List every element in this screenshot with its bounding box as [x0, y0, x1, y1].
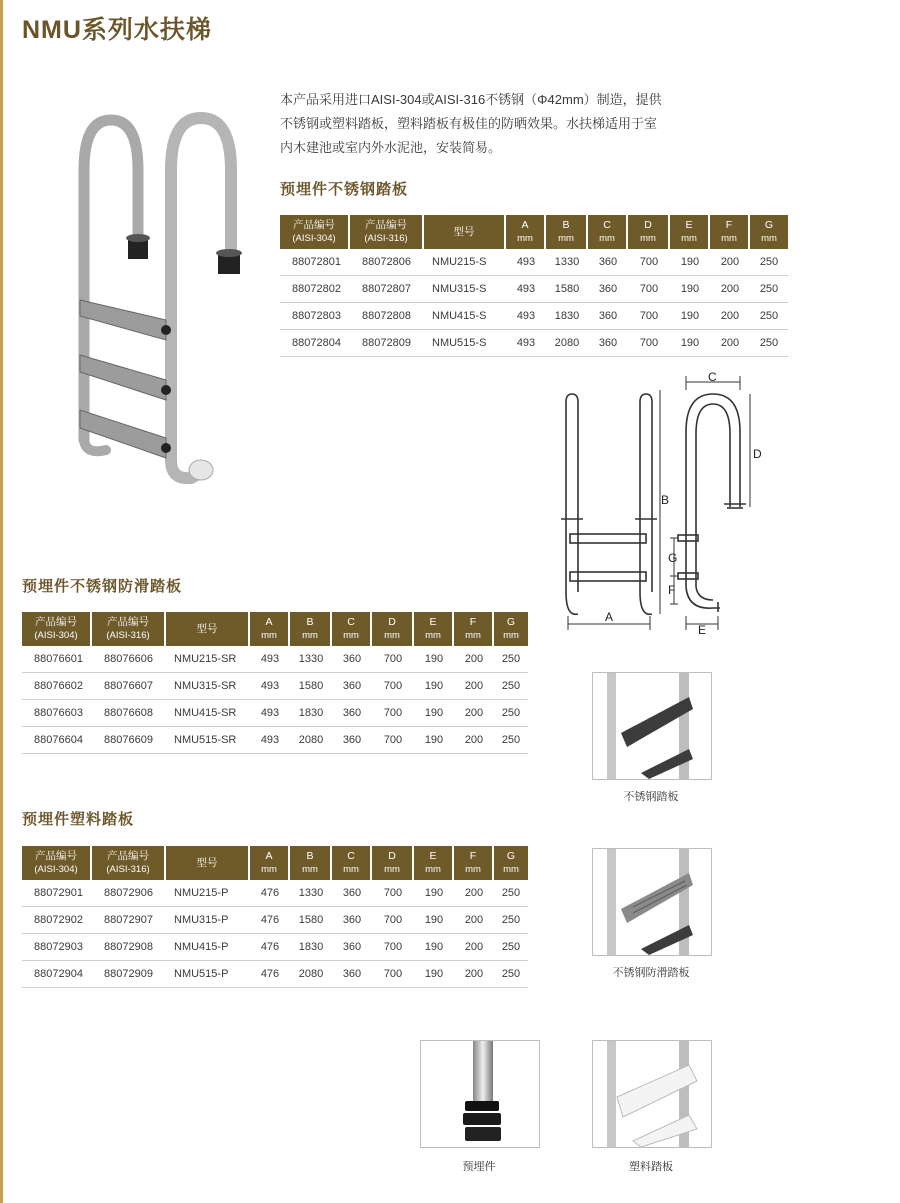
table-cell: 88072901: [22, 880, 92, 907]
table-cell: NMU415-S: [424, 303, 506, 330]
header-dim: A mm: [250, 612, 290, 646]
table-header-row: [22, 612, 528, 646]
table-cell: 88076601: [22, 646, 92, 673]
table-cell: 476: [250, 961, 290, 988]
table-cell: 88072804: [280, 330, 350, 357]
label-f: F: [668, 583, 676, 597]
table-cell: 250: [494, 673, 528, 700]
header-dim: B mm: [290, 612, 332, 646]
table-cell: 190: [414, 673, 454, 700]
label-d: D: [753, 447, 762, 461]
accent-bar: [0, 0, 3, 1203]
table-row: [22, 961, 528, 988]
header-dim: A mm: [506, 215, 546, 249]
spec-table-plastic: [22, 846, 528, 988]
section-title-antislip: 预埋件不锈钢防滑踏板: [22, 578, 183, 595]
caption-antislip-step: 不锈钢防滑踏板: [612, 967, 690, 979]
table-cell: NMU415-P: [166, 934, 250, 961]
photo-embedded-part: [420, 1040, 540, 1148]
table-cell: 360: [588, 276, 628, 303]
table-cell: 1830: [290, 934, 332, 961]
table-cell: 88072802: [280, 276, 350, 303]
table-cell: NMU515-S: [424, 330, 506, 357]
page-title: NMU系列水扶梯: [22, 16, 212, 44]
table-cell: 250: [494, 727, 528, 754]
table-cell: 200: [710, 249, 750, 276]
label-g: G: [668, 551, 678, 565]
table-body: [280, 249, 788, 357]
header-dim: F mm: [454, 612, 494, 646]
table-body: [22, 646, 528, 754]
table-cell: 476: [250, 907, 290, 934]
table-cell: 250: [750, 303, 788, 330]
header-dim: G mm: [494, 612, 528, 646]
label-a: A: [605, 610, 614, 624]
header-model: 型号: [424, 215, 506, 249]
table-row: [280, 330, 788, 357]
label-b: B: [661, 493, 670, 507]
table-cell: 200: [454, 961, 494, 988]
table-cell: 360: [332, 934, 372, 961]
table-cell: NMU315-S: [424, 276, 506, 303]
table-row: [280, 276, 788, 303]
label-c: C: [708, 372, 717, 384]
table-cell: 360: [332, 961, 372, 988]
table-row: [22, 727, 528, 754]
table-cell: 360: [332, 700, 372, 727]
table-cell: 200: [710, 303, 750, 330]
section-title-plastic: 预埋件塑料踏板: [22, 811, 135, 828]
table-cell: 190: [414, 961, 454, 988]
table-cell: 88072809: [350, 330, 424, 357]
table-row: [280, 249, 788, 276]
table-cell: 88076604: [22, 727, 92, 754]
table-body: [22, 880, 528, 988]
table-cell: 700: [628, 276, 670, 303]
caption-stainless-step: 不锈钢踏板: [623, 791, 679, 803]
table-cell: 88072904: [22, 961, 92, 988]
table-cell: 700: [628, 330, 670, 357]
table-cell: 250: [750, 330, 788, 357]
table-cell: 88076602: [22, 673, 92, 700]
table-cell: 190: [414, 907, 454, 934]
table-cell: 200: [710, 330, 750, 357]
photo-antislip-step: [592, 848, 712, 956]
table-cell: 88072909: [92, 961, 166, 988]
table-cell: 88072801: [280, 249, 350, 276]
table-cell: 700: [372, 700, 414, 727]
header-dim: C mm: [588, 215, 628, 249]
table-cell: 250: [494, 934, 528, 961]
table-cell: NMU215-SR: [166, 646, 250, 673]
table-cell: NMU215-P: [166, 880, 250, 907]
table-row: [22, 907, 528, 934]
table-cell: 200: [454, 880, 494, 907]
table-cell: 493: [506, 249, 546, 276]
photo-stainless-step: [592, 672, 712, 780]
table-cell: NMU415-SR: [166, 700, 250, 727]
table-cell: 493: [250, 700, 290, 727]
table-cell: 88072906: [92, 880, 166, 907]
table-row: [22, 880, 528, 907]
table-cell: 190: [670, 303, 710, 330]
table-cell: 200: [454, 727, 494, 754]
table-cell: 190: [414, 646, 454, 673]
table-cell: 476: [250, 880, 290, 907]
table-cell: 190: [414, 880, 454, 907]
intro-text: [280, 88, 780, 160]
table-cell: 2080: [290, 727, 332, 754]
header-dim: D mm: [372, 846, 414, 880]
intro-line: 不锈钢或塑料踏板，塑料踏板有极佳的防晒效果。水扶梯适用于室: [280, 116, 658, 131]
table-cell: 360: [332, 646, 372, 673]
table-cell: 493: [506, 303, 546, 330]
header-dim: B mm: [290, 846, 332, 880]
table-cell: 190: [670, 330, 710, 357]
header-dim: G mm: [750, 215, 788, 249]
table-cell: 200: [710, 276, 750, 303]
table-cell: 200: [454, 934, 494, 961]
table-cell: 88076603: [22, 700, 92, 727]
header-code-316: 产品编号 (AISI-316): [92, 846, 166, 880]
table-cell: 360: [588, 303, 628, 330]
header-code-316: 产品编号 (AISI-316): [350, 215, 424, 249]
table-cell: 88076608: [92, 700, 166, 727]
table-cell: 1830: [546, 303, 588, 330]
header-dim: A mm: [250, 846, 290, 880]
table-row: [22, 700, 528, 727]
table-cell: 700: [628, 303, 670, 330]
table-cell: 200: [454, 673, 494, 700]
table-cell: 88076609: [92, 727, 166, 754]
ladder-photo: [66, 110, 251, 490]
table-cell: 493: [250, 727, 290, 754]
table-cell: 190: [670, 276, 710, 303]
table-cell: 250: [494, 700, 528, 727]
dimension-drawing: [548, 372, 778, 642]
table-cell: 700: [372, 646, 414, 673]
table-cell: 2080: [546, 330, 588, 357]
table-cell: 88072806: [350, 249, 424, 276]
header-dim: G mm: [494, 846, 528, 880]
spec-table-antislip: [22, 612, 528, 754]
header-dim: C mm: [332, 846, 372, 880]
photo-plastic-step: [592, 1040, 712, 1148]
caption-plastic-step: 塑料踏板: [629, 1161, 673, 1173]
label-e: E: [698, 623, 707, 637]
table-cell: 250: [750, 249, 788, 276]
table-cell: NMU515-SR: [166, 727, 250, 754]
table-cell: 700: [372, 907, 414, 934]
table-row: [22, 646, 528, 673]
header-dim: D mm: [628, 215, 670, 249]
table-cell: 250: [494, 961, 528, 988]
caption-embedded-part: 预埋件: [462, 1161, 496, 1173]
header-code-316: 产品编号 (AISI-316): [92, 612, 166, 646]
table-cell: 88072908: [92, 934, 166, 961]
table-cell: 493: [506, 276, 546, 303]
table-cell: 360: [332, 880, 372, 907]
table-cell: 250: [494, 880, 528, 907]
table-cell: 2080: [290, 961, 332, 988]
header-dim: E mm: [670, 215, 710, 249]
table-cell: 250: [494, 907, 528, 934]
header-dim: E mm: [414, 612, 454, 646]
table-cell: 190: [414, 700, 454, 727]
table-cell: 88072803: [280, 303, 350, 330]
header-code-304: 产品编号 (AISI-304): [22, 846, 92, 880]
table-cell: 476: [250, 934, 290, 961]
table-cell: 1330: [546, 249, 588, 276]
table-cell: 1830: [290, 700, 332, 727]
table-cell: 88072907: [92, 907, 166, 934]
table-cell: 360: [332, 727, 372, 754]
table-cell: 1580: [546, 276, 588, 303]
table-cell: 700: [372, 880, 414, 907]
table-cell: 200: [454, 700, 494, 727]
table-cell: 88072902: [22, 907, 92, 934]
table-cell: 700: [372, 934, 414, 961]
header-dim: F mm: [454, 846, 494, 880]
table-cell: 190: [414, 727, 454, 754]
table-cell: 493: [506, 330, 546, 357]
table-cell: 88072808: [350, 303, 424, 330]
table-row: [22, 673, 528, 700]
table-cell: NMU315-SR: [166, 673, 250, 700]
header-code-304: 产品编号 (AISI-304): [280, 215, 350, 249]
header-dim: B mm: [546, 215, 588, 249]
header-dim: C mm: [332, 612, 372, 646]
table-cell: 700: [372, 961, 414, 988]
header-model: 型号: [166, 846, 250, 880]
table-cell: 190: [670, 249, 710, 276]
header-dim: E mm: [414, 846, 454, 880]
table-cell: 700: [628, 249, 670, 276]
table-row: [22, 934, 528, 961]
header-dim: D mm: [372, 612, 414, 646]
header-model: 型号: [166, 612, 250, 646]
section-title-stainless: 预埋件不锈钢踏板: [280, 181, 409, 198]
table-cell: 88072807: [350, 276, 424, 303]
table-cell: 360: [332, 907, 372, 934]
table-cell: 88072903: [22, 934, 92, 961]
header-dim: F mm: [710, 215, 750, 249]
table-header-row: [22, 846, 528, 880]
table-cell: 88076606: [92, 646, 166, 673]
table-cell: NMU515-P: [166, 961, 250, 988]
table-cell: 1330: [290, 880, 332, 907]
table-header-row: [280, 215, 788, 249]
table-cell: 360: [332, 673, 372, 700]
table-row: [280, 303, 788, 330]
table-cell: 190: [414, 934, 454, 961]
table-cell: 250: [494, 646, 528, 673]
table-cell: 1580: [290, 907, 332, 934]
table-cell: 88076607: [92, 673, 166, 700]
table-cell: 200: [454, 907, 494, 934]
table-cell: 493: [250, 673, 290, 700]
header-code-304: 产品编号 (AISI-304): [22, 612, 92, 646]
intro-line: 本产品采用进口AISI-304或AISI-316不锈钢（Φ42mm）制造，提供: [280, 92, 662, 107]
table-cell: 493: [250, 646, 290, 673]
table-cell: 360: [588, 249, 628, 276]
table-cell: 1330: [290, 646, 332, 673]
table-cell: 1580: [290, 673, 332, 700]
table-cell: 200: [454, 646, 494, 673]
spec-table-stainless: [280, 215, 788, 357]
table-cell: 700: [372, 727, 414, 754]
table-cell: 700: [372, 673, 414, 700]
table-cell: 250: [750, 276, 788, 303]
table-cell: 360: [588, 330, 628, 357]
intro-line: 内木建池或室内外水泥池，安装简易。: [280, 140, 502, 155]
table-cell: NMU315-P: [166, 907, 250, 934]
table-cell: NMU215-S: [424, 249, 506, 276]
